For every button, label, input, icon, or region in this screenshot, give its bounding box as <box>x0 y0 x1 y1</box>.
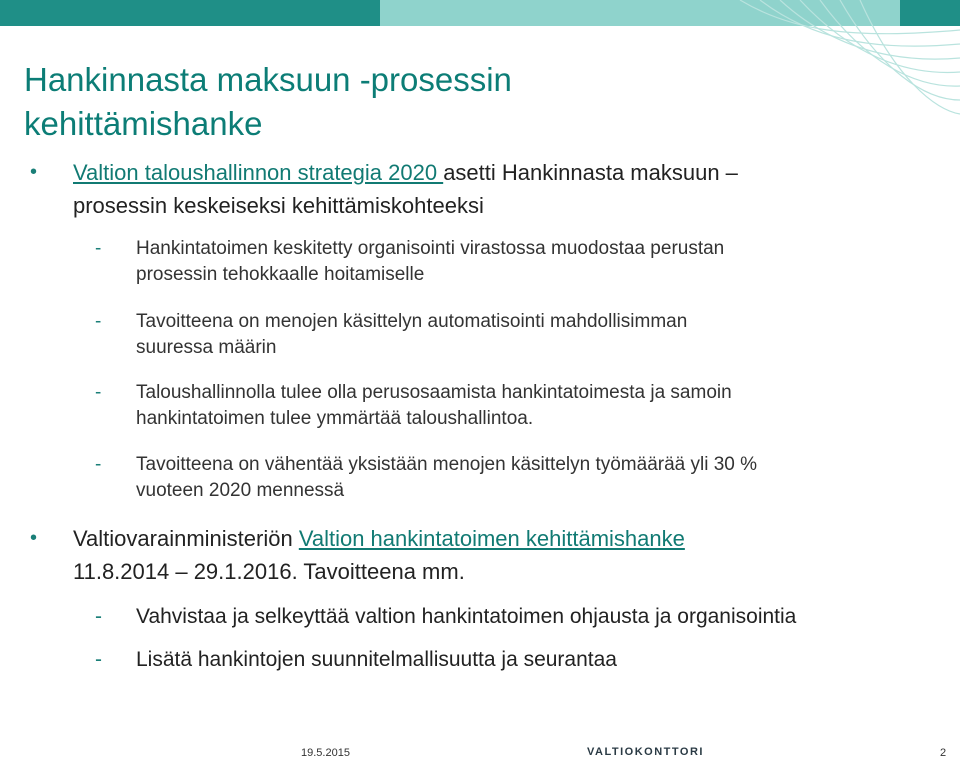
sub-item-3 <box>136 380 926 432</box>
title-line-2: kehittämishanke <box>24 105 263 142</box>
sub-item-3-line-1: Taloushallinnolla tulee olla perusosaamista hankintatoimesta ja samoin <box>136 382 732 403</box>
strategy-link[interactable]: Valtion taloushallinnon strategia 2020 <box>73 160 444 185</box>
sub-item-4-line-2: vuoteen 2020 mennessä <box>136 480 345 501</box>
bullet-1-line-1 <box>73 156 923 189</box>
sub-item-2-line-2: suuressa määrin <box>136 337 277 358</box>
sub-item-5: Vahvistaa ja selkeyttää valtion hankintatoimen ohjausta ja organisointia <box>136 605 797 628</box>
sub-item-6: Lisätä hankintojen suunnitelmallisuutta ja seurantaa <box>136 648 617 671</box>
dash-icon: - <box>95 454 102 475</box>
bullet-2-prefix: Valtiovarainministeriön <box>73 526 299 551</box>
dash-icon: - <box>95 311 102 332</box>
sub-item-2-line-1: Tavoitteena on menojen käsittelyn automatisointi mahdollisimman <box>136 311 688 332</box>
valtiokonttori-logo: VALTIOKONTTORI <box>587 746 704 758</box>
dash-icon: - <box>95 382 102 403</box>
title-line-1: Hankinnasta maksuun -prosessin <box>24 61 512 98</box>
bullet-1-text: asetti Hankinnasta maksuun – <box>443 160 738 185</box>
bullet-2-line-1 <box>73 522 923 555</box>
bullet-1 <box>73 156 923 222</box>
sub-item-4-line-1: Tavoitteena on vähentää yksistään menojen käsittelyn työmäärää yli 30 % <box>136 454 758 475</box>
bullet-1-line-2: prosessin keskeiseksi kehittämiskohteeksi <box>73 193 484 218</box>
project-link[interactable]: Valtion hankintatoimen kehittämishanke <box>298 526 685 551</box>
sub-item-4 <box>136 452 926 504</box>
dash-icon: - <box>95 648 102 671</box>
footer-date: 19.5.2015 <box>301 747 350 759</box>
bullet-2 <box>73 522 923 588</box>
bullet-2-line-2: 11.8.2014 – 29.1.2016. Tavoitteena mm. <box>73 559 465 584</box>
bullet-icon: • <box>30 161 38 183</box>
sub-item-2 <box>136 309 926 361</box>
dash-icon: - <box>95 605 102 628</box>
page-number: 2 <box>940 747 947 759</box>
sub-item-1 <box>136 236 926 288</box>
dash-icon: - <box>95 238 102 259</box>
sub-item-1-line-1: Hankintatoimen keskitetty organisointi virastossa muodostaa perustan <box>136 238 725 259</box>
sub-item-3-line-2: hankintatoimen tulee ymmärtää taloushallintoa. <box>136 408 534 429</box>
sub-item-1-line-2: prosessin tehokkaalle hoitamiselle <box>136 264 425 285</box>
bullet-icon: • <box>30 527 38 549</box>
slide-title <box>24 58 924 146</box>
